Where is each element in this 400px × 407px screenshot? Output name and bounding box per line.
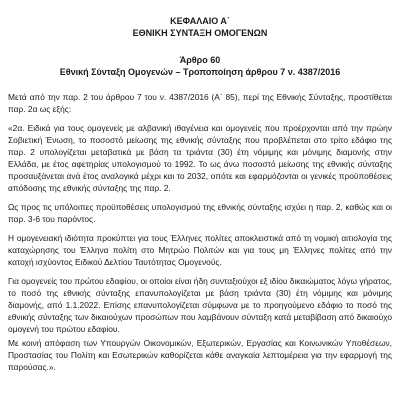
chapter-title: ΕΘΝΙΚΗ ΣΥΝΤΑΞΗ ΟΜΟΓΕΝΩΝ <box>132 28 268 38</box>
article-title: Εθνική Σύνταξη Ομογενών – Τροποποίηση άρθρου 7 ν. 4387/2016 <box>59 67 341 77</box>
article-number: Άρθρο 60 <box>179 55 221 65</box>
paragraph-joint-decision: Με κοινή απόφαση των Υπουργών Οικονομικών, Εξωτερικών, Εργασίας και Κοινωνικών Υποθέσεων, Προστασίας του Πολίτη και Εσωτερικών καθορίζεται κάθε αναγκαία λεπτομέρεια για την εφαρμογή της παρούσας.». <box>8 338 392 372</box>
paragraph-2a: «2α. Ειδικά για τους ομογενείς με αλβανική ιθαγένεια και ομογενείς που προέρχονται από την πρώην Σοβιετική Ένωση, το ποσοστό μείωσης της εθνικής σύνταξης που προβλέπεται στο τρίτο εδάφιο της παρ. 2 υπολογίζεται μεταβατικά με βάση τα τριάντα (30) έτη νόμιμης και μόνιμης διαμονής στην Ελλάδα, με έτος αφετηρίας υπολογισμού το 1992. Το ως άνω ποσοστό μείωσης της εθνικής σύνταξης προσαυξάνεται ανά έτος αναλογικά μέχρι και το 2032, οπότε και εφαρμόζονται οι γενικές προϋποθέσεις απόδοσης της εθνικής σύνταξης της παρ. 2. <box>8 123 392 193</box>
article-body <box>8 91 392 375</box>
paragraph-identity: Η ομογενειακή ιδιότητα προκύπτει για τους Έλληνες πολίτες αποκλειστικά από τη νομική αιτιολογία της καταχώρησης του Έλληνα πολίτη στο Μητρώο Πολιτών και για τους μη Έλληνες πολίτες από την κατοχή ισχύοντος Ειδικού Δελτίου Ταυτότητας Ομογενούς. <box>8 233 392 267</box>
paragraph-intro: Μετά από την παρ. 2 του άρθρου 7 του ν. 4387/2016 (Α΄ 85), περί της Εθνικής Σύνταξης, προστίθεται παρ. 2α ως εξής: <box>8 92 392 114</box>
chapter-label: ΚΕΦΑΛΑΙΟ Α΄ <box>170 16 230 26</box>
paragraph-conditions: Ως προς τις υπόλοιπες προϋποθέσεις υπολογισμού της εθνικής σύνταξης ισχύει η παρ. 2, καθώς και οι παρ. 3-6 του παρόντος. <box>8 202 392 224</box>
paragraph-recalculation: Για ομογενείς του πρώτου εδαφίου, οι οποίοι είναι ήδη συνταξιούχοι εξ ιδίου δικαιώματος λόγω γήρατος, το ποσό της εθνικής σύνταξης επανυπολογίζεται με βάση τριάντα (30) έτη νόμιμης και μόνιμης διαμονής, από 1.1.2022. Επίσης επανυπολογίζεται σύμφωνα με το προηγούμενο εδάφιο το ποσό της εθνικής σύνταξης των δικαιούχων προσώπων που λαμβάνουν σύνταξη κατά μεταβίβαση από δικαιούχο ομογενή του πρώτου εδαφίου. <box>8 276 392 334</box>
